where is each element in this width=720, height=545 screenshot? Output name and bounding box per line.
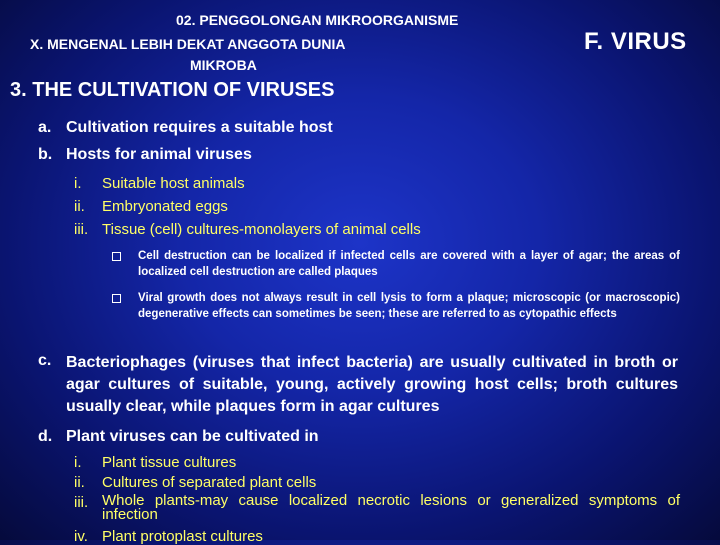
header-line-3: MIKROBA: [190, 57, 257, 73]
bullet-2-text: Viral growth does not always result in cell lysis to form a plaque; microscopic (or macroscopic) degenerative effects can sometimes be seen; these are referred to as cytopathic effects: [138, 292, 680, 320]
item-c-text: Bacteriophages (viruses that infect bacteria) are usually cultivated in broth or agar cultures of suitable, young, actively growing host cells; broth cultures usually clear, while plaques form in agar cultures: [66, 354, 678, 415]
slide-title: 3. THE CULTIVATION OF VIRUSES: [10, 79, 335, 101]
sub-marker: ii.: [74, 474, 85, 491]
item-b: [38, 146, 252, 164]
sub-text: Plant protoplast cultures: [102, 528, 263, 545]
bullet-1-text: Cell destruction can be localized if infected cells are covered with a layer of agar; the areas of localized cell destruction are called plaques: [138, 250, 680, 278]
item-d-sub-4: [74, 528, 263, 545]
sub-text: Suitable host animals: [102, 175, 245, 192]
sub-text: Plant tissue cultures: [102, 454, 237, 471]
item-d-sub-3-text: Whole plants-may cause localized necrotic lesions or generalized symptoms of infection: [102, 492, 680, 523]
item-d-sub-2: [74, 474, 316, 491]
sub-text: Embryonated eggs: [102, 198, 228, 215]
item-d-sub-3-marker: iii.: [74, 494, 89, 511]
item-a-text: Cultivation requires a suitable host: [66, 119, 333, 136]
sub-marker: i.: [74, 175, 82, 192]
sub-text: Tissue (cell) cultures-monolayers of animal cells: [102, 221, 421, 238]
item-b-sub-2: [74, 198, 228, 215]
item-b-marker: b.: [38, 146, 53, 163]
sub-marker: ii.: [74, 198, 85, 215]
item-c-marker: c.: [38, 352, 52, 369]
sub-text: Cultures of separated plant cells: [102, 474, 317, 491]
square-bullet-icon: [112, 294, 121, 303]
sub-marker: i.: [74, 454, 82, 471]
square-bullet-icon: [112, 252, 121, 261]
item-b-text: Hosts for animal viruses: [66, 146, 252, 163]
item-d-sub-1: [74, 454, 236, 471]
item-b-sub-3: [74, 221, 421, 238]
item-d-marker: d.: [38, 428, 53, 445]
header-line-2: X. MENGENAL LEBIH DEKAT ANGGOTA DUNIA: [30, 36, 346, 52]
header-topic: F. VIRUS: [584, 28, 687, 55]
item-b-sub-1: [74, 175, 245, 192]
item-a: [38, 119, 333, 137]
sub-marker: iv.: [74, 528, 88, 545]
item-d-text: Plant viruses can be cultivated in: [66, 428, 319, 445]
item-d: [38, 428, 319, 446]
item-a-marker: a.: [38, 119, 52, 136]
sub-marker: iii.: [74, 221, 89, 238]
header-line-1: 02. PENGGOLONGAN MIKROORGANISME: [176, 12, 459, 28]
